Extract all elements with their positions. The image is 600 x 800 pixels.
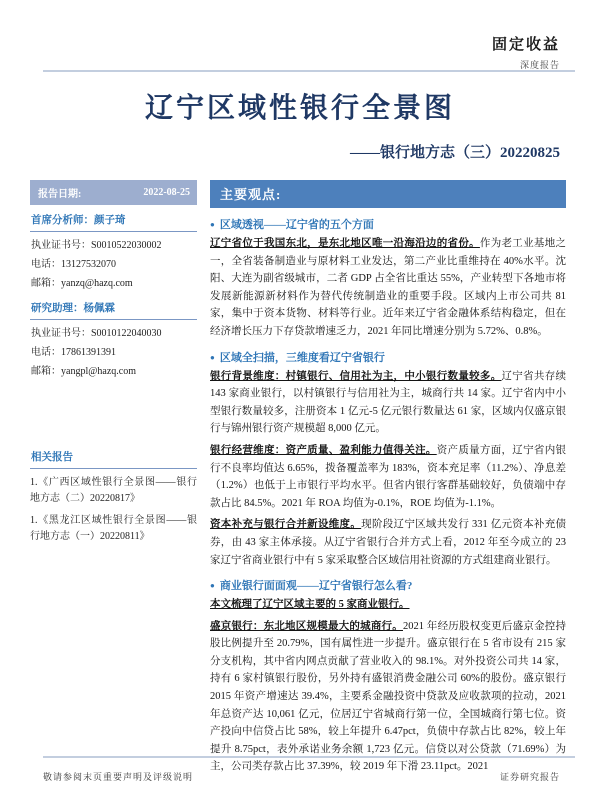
analyst-role-assistant: 研究助理：杨佩霖 <box>30 293 197 320</box>
field-label: 邮箱： <box>31 278 61 289</box>
sidebar-spacer <box>30 377 197 443</box>
page-subtitle: ——银行地方志（三）20220825 <box>349 145 560 161</box>
paragraph-body: 作为老工业基地之一，全省装备制造业与原材料工业发达，第二产业比重维持在 40%水平。沈阳、大连为副省级城市，二者 GDP 占全省比重达 55%，产业转型下各地市将发展新能源新材料作为替代传统制造业的重要手段。区域内上市公司共 81 家，集中于资本货物、材料等行业。近年来辽宁省金融体系结构稳定，但在经济增长压力下存贷款增速乏力，2021 年同比增速分别为 5.72%、0.8%。 <box>210 238 566 337</box>
field-label: 电话： <box>31 347 61 358</box>
related-report-item: 1.《广西区域性银行全景图——银行地方志（二）20220817》 <box>30 477 197 504</box>
paragraph-lead: 资本补充与银行合并新设维度。 <box>210 519 362 531</box>
field-label: 邮箱： <box>31 366 61 377</box>
footer-report-type: 证券研究报告 <box>499 772 560 782</box>
paragraph-body: 2021 年经历股权变更后盛京金控持股比例提升至 20.79%，国有属性进一步提升。盛京银行在 5 省市设有 215 家分支机构，其中省内网点贡献了营业收入的 98.1%。对外投资公司共 14 家，持有 6 家村镇银行股份，另外持有盛银消费金融公司 60%的股份。盛京银行 2015 年资产增速达 39.4%，主要系金融投资中贷款及应收款项的拉动，2021 年总资产达 10,061 亿元，位居辽宁省城商行第一位，全国城商行第七位。资产投向中信贷占比 58%，较上年提升 6.47pct，负债中存款占比 82%，较上年提升 8.75pct，表外承诺业务余额 1,723 亿元。信贷以对公贷款（71.69%）为主，公司类存款占比 37.39%，较 2019 年下滑 23.11pct。2021 <box>210 620 567 773</box>
paragraph <box>210 368 566 438</box>
analyst-cert-field <box>30 232 197 251</box>
related-reports-title: 相关报告 <box>30 443 197 469</box>
footer-divider <box>43 756 575 758</box>
field-value: S0010522030002 <box>91 240 162 251</box>
report-date-bar <box>30 180 197 205</box>
analyst-cert-field <box>30 320 197 339</box>
report-category-block <box>492 33 560 71</box>
paragraph-body: 资产质量方面，辽宁省内银行不良率均值达 6.65%，拨备覆盖率为 183%，资本充足率（11.2%）、净息差（1.2%）也低于上市银行平均水平。但省内银行客群基础较好，负债端中存款占比 84.5%。2021 年 ROA 均值为-0.1%，ROE 均值为-1.1%。 <box>210 444 566 509</box>
report-date-value: 2022-08-25 <box>143 187 190 198</box>
section-header-bank-scan <box>210 349 566 365</box>
bullet-icon: ● <box>210 220 215 229</box>
field-value: S0010122040030 <box>91 328 162 339</box>
section-header-label: 区域全扫描，三维度看辽宁省银行 <box>219 351 385 364</box>
field-label: 电话： <box>31 259 61 270</box>
field-value: yanzq@hazq.com <box>61 278 133 289</box>
section-header-label: 商业银行面面观——辽宁省银行怎么看? <box>219 580 413 593</box>
footer-disclaimer: 敬请参阅末页重要声明及评级说明 <box>43 772 194 782</box>
paragraph-lead: 本文梳理了辽宁区域主要的 5 家商业银行。 <box>210 599 410 611</box>
section-header-label: 区域透视——辽宁省的五个方面 <box>219 219 374 231</box>
analyst-phone-field <box>30 251 197 270</box>
main-content <box>210 180 566 780</box>
page-title: 辽宁区域性银行全景图 <box>144 93 455 124</box>
paragraph-body: 辽宁省共存续 143 家商业银行，以村镇银行与信用社为主，城商行共 14 家。辽宁省内中小型银行数量较多，注册资本 1 亿元-5 亿元银行数量达 61 家，区域内仅盛京银行与锦州银行资产规模超 8,000 亿元。 <box>210 370 566 435</box>
paragraph-body: 现阶段辽宁区域共发行 331 亿元资本补充债券，由 43 家主体承接。从辽宁省银行合并方式上看，2012 年至今成立的 23 家辽宁省商业银行中有 5 家采取整合区域信用社资源的方式组建商业银行。 <box>210 519 566 566</box>
field-label: 执业证书号： <box>31 240 91 251</box>
paragraph-lead: 辽宁省位于我国东北，是东北地区唯一沿海沿边的省份。 <box>210 238 480 249</box>
paragraph <box>210 516 566 569</box>
report-date-label: 报告日期: <box>38 189 82 200</box>
field-value: 13127532070 <box>61 259 116 270</box>
section-header-commercial-banks <box>210 577 566 593</box>
related-report-item: 1.《黑龙江区域性银行全景图——银行地方志（一）20220811》 <box>30 515 197 542</box>
paragraph <box>210 442 566 512</box>
paragraph-lead: 银行经营维度：资产质量、盈利能力值得关注。 <box>210 444 437 456</box>
bullet-icon: ● <box>210 352 215 362</box>
analyst-email-field <box>30 270 197 289</box>
report-type: 深度报告 <box>519 60 560 70</box>
report-category: 固定收益 <box>491 37 560 53</box>
analyst-role-chief: 首席分析师：颜子琦 <box>30 205 197 232</box>
paragraph <box>210 596 566 614</box>
sidebar <box>30 180 197 545</box>
top-divider <box>43 70 575 72</box>
paragraph-lead: 盛京银行：东北地区规模最大的城商行。 <box>210 620 403 632</box>
paragraph-lead: 银行背景维度：村镇银行、信用社为主，中小银行数量较多。 <box>210 370 502 382</box>
field-value: 17861391391 <box>61 347 116 358</box>
bullet-icon: ● <box>210 581 215 591</box>
field-value: yangpl@hazq.com <box>61 366 137 377</box>
paragraph <box>210 235 566 341</box>
section-header-region-overview <box>210 216 566 232</box>
field-label: 执业证书号： <box>31 328 91 339</box>
analyst-phone-field <box>30 339 197 358</box>
key-points-heading: 主要观点: <box>210 180 566 208</box>
paragraph <box>210 618 566 776</box>
analyst-email-field <box>30 358 197 377</box>
